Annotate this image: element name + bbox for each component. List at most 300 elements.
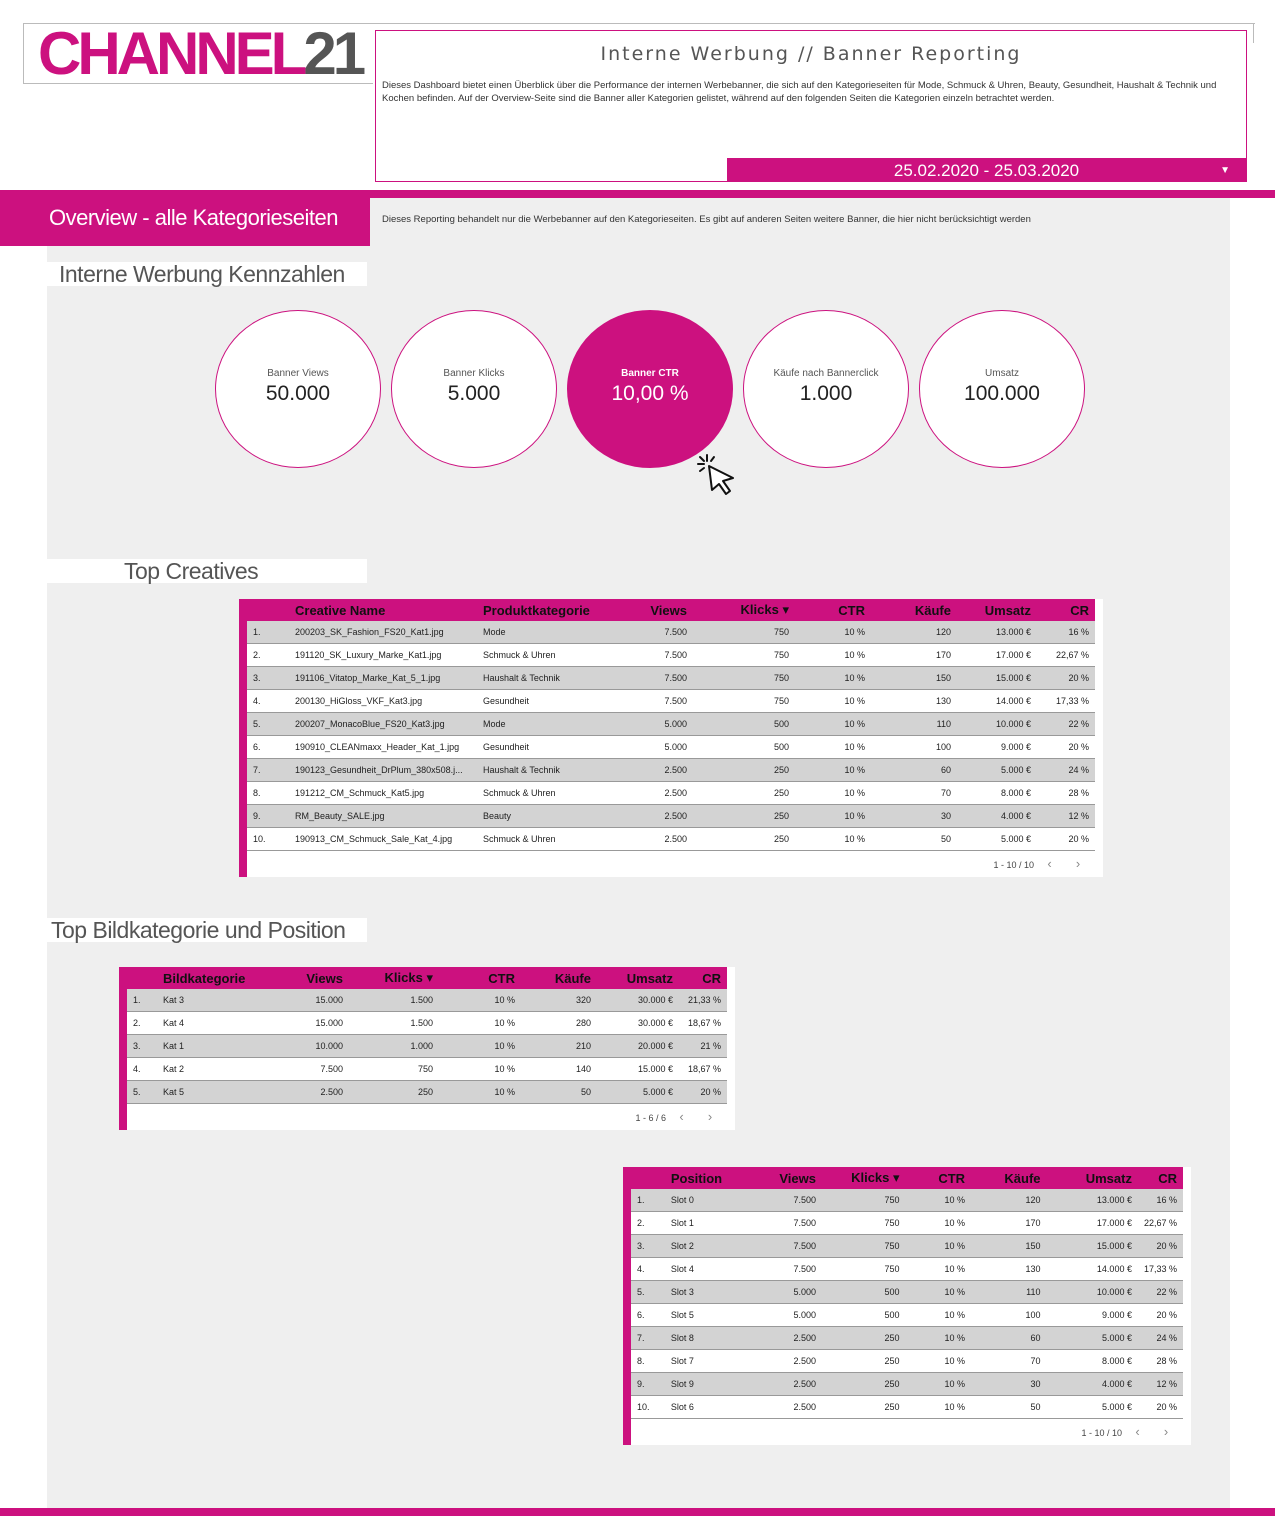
table-cell: 750 — [822, 1258, 906, 1281]
chevron-left-icon[interactable]: ‹ — [679, 1109, 684, 1124]
table-cell: 10 % — [795, 713, 871, 736]
date-range-picker[interactable] — [727, 158, 1246, 181]
table-cell: 500 — [693, 713, 795, 736]
table-cell: 10 % — [906, 1258, 972, 1281]
table-cell: 2.500 — [746, 1327, 822, 1350]
pagination-label: 1 - 6 / 6 — [635, 1113, 666, 1123]
table-cell: 14.000 € — [1047, 1258, 1138, 1281]
table-cell: 50 — [521, 1081, 597, 1104]
table-cell: 10 % — [906, 1281, 972, 1304]
table-cell: 50 — [971, 1396, 1046, 1419]
table-cell: 50 — [871, 828, 957, 851]
rank-header — [631, 1167, 665, 1189]
table-cell: 10 % — [439, 1012, 521, 1035]
table-cell: 70 — [871, 782, 957, 805]
click-cursor-icon — [695, 452, 739, 496]
table-cell: 120 — [971, 1189, 1046, 1212]
table-cell: 10 % — [795, 644, 871, 667]
table-cell: 10 % — [906, 1350, 972, 1373]
row-rank: 3. — [127, 1035, 157, 1058]
table-cell: Mode — [477, 713, 629, 736]
row-rank: 4. — [127, 1058, 157, 1081]
table-cell: 140 — [521, 1058, 597, 1081]
table-cell: 1.500 — [349, 989, 439, 1012]
table-row[interactable] — [247, 805, 1095, 828]
table-cell: 7.500 — [746, 1212, 822, 1235]
table-cell: 21 % — [679, 1035, 727, 1058]
creatives-grid — [247, 599, 1095, 851]
rank-header — [127, 967, 157, 989]
table-cell: 320 — [521, 989, 597, 1012]
row-rank: 2. — [127, 1012, 157, 1035]
column-header[interactable]: CR — [1138, 1167, 1183, 1189]
table-cell: Mode — [477, 621, 629, 644]
chevron-right-icon[interactable]: › — [1163, 1424, 1169, 1439]
table-cell: 4.000 € — [957, 805, 1037, 828]
kpi-label: Käufe nach Bannerclick — [773, 368, 879, 379]
table-cell: 14.000 € — [957, 690, 1037, 713]
table-cell: 2.500 — [629, 828, 693, 851]
kpi-label: Banner Klicks — [443, 368, 505, 379]
table-cell: 10 % — [795, 759, 871, 782]
creatives-table — [239, 599, 1103, 877]
table-cell: 7.500 — [629, 690, 693, 713]
table-cell: 22 % — [1138, 1281, 1183, 1304]
table-cell: 200203_SK_Fashion_FS20_Kat1.jpg — [289, 621, 477, 644]
table-row[interactable] — [247, 759, 1095, 782]
table-cell: 750 — [822, 1212, 906, 1235]
kpi-banner-views[interactable] — [215, 310, 381, 468]
table-cell: 15.000 € — [597, 1058, 679, 1081]
table-cell: 15.000 — [269, 1012, 349, 1035]
table-cell: RM_Beauty_SALE.jpg — [289, 805, 477, 828]
table-cell: 2.500 — [746, 1373, 822, 1396]
table-cell: Slot 0 — [665, 1189, 747, 1212]
table-cell: 10.000 — [269, 1035, 349, 1058]
table-cell: 10 % — [795, 736, 871, 759]
table-row[interactable] — [631, 1396, 1183, 1419]
section-title-bildkategorie: Top Bildkategorie und Position — [47, 918, 367, 942]
column-header[interactable]: Views — [746, 1167, 822, 1189]
column-header[interactable]: CTR — [906, 1167, 972, 1189]
chevron-down-icon: ▼ — [1220, 165, 1230, 176]
table-cell: 10 % — [439, 989, 521, 1012]
column-header[interactable]: Klicks ▾ — [693, 599, 795, 621]
table-cell: 12 % — [1138, 1373, 1183, 1396]
column-header[interactable]: Käufe — [871, 599, 957, 621]
table-cell: 17,33 % — [1138, 1258, 1183, 1281]
table-cell: Schmuck & Uhren — [477, 828, 629, 851]
column-header[interactable]: Klicks ▾ — [822, 1167, 906, 1189]
table-cell: 250 — [349, 1081, 439, 1104]
row-rank: 10. — [631, 1396, 665, 1419]
column-header[interactable]: CTR — [795, 599, 871, 621]
table-cell: 250 — [693, 805, 795, 828]
table-cell: 10 % — [795, 667, 871, 690]
pagination — [247, 851, 1103, 877]
kpi-value: 5.000 — [447, 382, 501, 405]
section-title-creatives: Top Creatives — [47, 559, 367, 583]
table-cell: 20 % — [1037, 828, 1095, 851]
table-cell: 7.500 — [629, 667, 693, 690]
table-cell: Haushalt & Technik — [477, 759, 629, 782]
table-cell: 20 % — [1037, 736, 1095, 759]
table-cell: 5.000 € — [597, 1081, 679, 1104]
row-rank: 1. — [127, 989, 157, 1012]
table-cell: 170 — [871, 644, 957, 667]
table-cell: Kat 2 — [157, 1058, 269, 1081]
table-cell: 7.500 — [746, 1235, 822, 1258]
table-cell: Kat 4 — [157, 1012, 269, 1035]
table-cell: 16 % — [1138, 1189, 1183, 1212]
table-cell: 10 % — [795, 621, 871, 644]
column-header[interactable]: Views — [269, 967, 349, 989]
table-cell: 17.000 € — [957, 644, 1037, 667]
table-row[interactable] — [247, 690, 1095, 713]
report-title: Interne Werbung // Banner Reporting — [600, 43, 1022, 65]
table-cell: 100 — [871, 736, 957, 759]
row-rank: 5. — [631, 1281, 665, 1304]
table-cell: 5.000 € — [1047, 1327, 1138, 1350]
column-header[interactable]: CR — [1037, 599, 1095, 621]
table-cell: 5.000 € — [957, 828, 1037, 851]
table-cell: 750 — [693, 667, 795, 690]
table-cell: 1.500 — [349, 1012, 439, 1035]
table-cell: 110 — [971, 1281, 1046, 1304]
position-table — [623, 1167, 1191, 1445]
table-cell: 20 % — [1037, 667, 1095, 690]
table-cell: Schmuck & Uhren — [477, 782, 629, 805]
table-cell: 250 — [693, 828, 795, 851]
table-cell: 28 % — [1037, 782, 1095, 805]
creatives-body — [247, 621, 1095, 851]
table-cell: 60 — [871, 759, 957, 782]
row-rank: 2. — [247, 644, 289, 667]
table-cell: 10 % — [795, 828, 871, 851]
table-row[interactable] — [127, 1012, 727, 1035]
kpi-kaeufe[interactable] — [743, 310, 909, 468]
kpi-banner-ctr[interactable] — [567, 310, 733, 468]
column-header[interactable]: Umsatz — [1047, 1167, 1138, 1189]
tab-overview[interactable]: Overview - alle Kategorieseiten — [0, 190, 370, 246]
report-description: Dieses Dashboard bietet einen Überblick über die Performance der internen Werbebanner, die sich auf den Kategorieseiten für Mode, Schmuck & Uhren, Beauty, Gesundheit, Haushalt & Technik und Kochen befinden. Auf der Overview-Seite sind die Banner aller Kategorien gelistet, während auf den folgenden Seiten die Kategorien einzeln betrachtet werden. — [382, 80, 1217, 104]
column-header[interactable]: Views — [629, 599, 693, 621]
table-cell: 17.000 € — [1047, 1212, 1138, 1235]
table-cell: 250 — [693, 782, 795, 805]
kpi-umsatz[interactable] — [919, 310, 1085, 468]
table-cell: 500 — [822, 1281, 906, 1304]
table-cell: 16 % — [1037, 621, 1095, 644]
table-cell: 120 — [871, 621, 957, 644]
row-rank: 9. — [631, 1373, 665, 1396]
table-cell: 10 % — [795, 690, 871, 713]
kpi-label: Umsatz — [985, 368, 1019, 379]
table-cell: 2.500 — [629, 759, 693, 782]
table-cell: 191106_Vitatop_Marke_Kat_5_1.jpg — [289, 667, 477, 690]
table-cell: 20 % — [1138, 1396, 1183, 1419]
column-header[interactable]: Bildkategorie — [157, 967, 269, 989]
column-header[interactable]: Käufe — [971, 1167, 1046, 1189]
table-cell: 20 % — [679, 1081, 727, 1104]
row-rank: 6. — [247, 736, 289, 759]
table-cell: 190910_CLEANmaxx_Header_Kat_1.jpg — [289, 736, 477, 759]
kpi-label: Banner Views — [267, 368, 329, 379]
table-cell: 250 — [822, 1396, 906, 1419]
table-cell: Slot 3 — [665, 1281, 747, 1304]
table-cell: 7.500 — [269, 1058, 349, 1081]
table-row[interactable] — [631, 1258, 1183, 1281]
row-rank: 5. — [127, 1081, 157, 1104]
chevron-left-icon[interactable]: ‹ — [1135, 1424, 1140, 1439]
table-row[interactable] — [127, 1081, 727, 1104]
header-divider-end — [1253, 23, 1254, 43]
table-row[interactable] — [631, 1350, 1183, 1373]
table-row[interactable] — [631, 1373, 1183, 1396]
table-cell: 750 — [693, 644, 795, 667]
table-cell: Slot 6 — [665, 1396, 747, 1419]
table-cell: 5.000 — [746, 1304, 822, 1327]
table-cell: 5.000 € — [1047, 1396, 1138, 1419]
table-cell: 10 % — [906, 1327, 972, 1350]
table-cell: 22,67 % — [1037, 644, 1095, 667]
table-cell: Schmuck & Uhren — [477, 644, 629, 667]
date-range-value: 25.02.2020 - 25.03.2020 — [893, 161, 1080, 180]
table-cell: Kat 1 — [157, 1035, 269, 1058]
table-cell: 190123_Gesundheit_DrPlum_380x508.j... — [289, 759, 477, 782]
kpi-banner-klicks[interactable] — [391, 310, 557, 468]
table-cell: Gesundheit — [477, 736, 629, 759]
table-cell: 30.000 € — [597, 989, 679, 1012]
row-rank: 3. — [247, 667, 289, 690]
position-grid — [631, 1167, 1183, 1419]
table-cell: 5.000 € — [957, 759, 1037, 782]
table-cell: 10 % — [906, 1396, 972, 1419]
table-cell: 250 — [693, 759, 795, 782]
row-rank: 7. — [247, 759, 289, 782]
row-rank: 9. — [247, 805, 289, 828]
table-cell: Slot 2 — [665, 1235, 747, 1258]
table-row[interactable] — [247, 828, 1095, 851]
table-row[interactable] — [631, 1189, 1183, 1212]
table-cell: 5.000 — [746, 1281, 822, 1304]
table-cell: Slot 4 — [665, 1258, 747, 1281]
table-row[interactable] — [127, 1058, 727, 1081]
table-cell: 24 % — [1138, 1327, 1183, 1350]
table-cell: 100 — [971, 1304, 1046, 1327]
table-cell: 110 — [871, 713, 957, 736]
table-cell: 13.000 € — [1047, 1189, 1138, 1212]
channel21-logo: CHANNEL21 — [38, 20, 363, 87]
column-header[interactable]: Position — [665, 1167, 747, 1189]
column-header[interactable]: Creative Name — [289, 599, 477, 621]
table-cell: 28 % — [1138, 1350, 1183, 1373]
table-cell: 30.000 € — [597, 1012, 679, 1035]
table-cell: Beauty — [477, 805, 629, 828]
table-row[interactable] — [631, 1281, 1183, 1304]
table-row[interactable] — [631, 1235, 1183, 1258]
table-cell: 500 — [822, 1304, 906, 1327]
table-cell: Haushalt & Technik — [477, 667, 629, 690]
table-cell: 130 — [971, 1258, 1046, 1281]
overview-note: Dieses Reporting behandelt nur die Werbebanner auf den Kategorieseiten. Es gibt auf anderen Seiten weitere Banner, die hier nicht berücksichtigt werden — [382, 214, 1031, 225]
bildkategorie-grid — [127, 967, 727, 1104]
table-row[interactable] — [127, 1035, 727, 1058]
table-cell: 30 — [971, 1373, 1046, 1396]
table-cell: 15.000 € — [957, 667, 1037, 690]
table-cell: 10 % — [906, 1212, 972, 1235]
table-row[interactable] — [631, 1327, 1183, 1350]
table-cell: 10 % — [906, 1304, 972, 1327]
table-cell: 10 % — [906, 1373, 972, 1396]
kpi-label: Banner CTR — [621, 368, 679, 379]
row-rank: 8. — [631, 1350, 665, 1373]
row-rank: 1. — [247, 621, 289, 644]
table-cell: 8.000 € — [1047, 1350, 1138, 1373]
table-cell: 250 — [822, 1373, 906, 1396]
column-header[interactable]: CR — [679, 967, 727, 989]
pagination-label: 1 - 10 / 10 — [1081, 1428, 1122, 1438]
row-rank: 7. — [631, 1327, 665, 1350]
table-cell: Slot 8 — [665, 1327, 747, 1350]
table-cell: 191120_SK_Luxury_Marke_Kat1.jpg — [289, 644, 477, 667]
table-cell: 210 — [521, 1035, 597, 1058]
table-cell: Kat 5 — [157, 1081, 269, 1104]
bildkategorie-table — [119, 967, 735, 1130]
header-divider — [373, 23, 1255, 24]
table-row[interactable] — [247, 667, 1095, 690]
table-cell: 9.000 € — [1047, 1304, 1138, 1327]
table-cell: 10 % — [439, 1035, 521, 1058]
table-cell: 500 — [693, 736, 795, 759]
table-cell: 250 — [822, 1350, 906, 1373]
table-cell: 10 % — [795, 782, 871, 805]
table-cell: 10 % — [795, 805, 871, 828]
table-cell: 10 % — [439, 1081, 521, 1104]
column-header[interactable]: CTR — [439, 967, 521, 989]
table-cell: 70 — [971, 1350, 1046, 1373]
table-cell: 191212_CM_Schmuck_Kat5.jpg — [289, 782, 477, 805]
table-cell: Slot 5 — [665, 1304, 747, 1327]
table-row[interactable] — [247, 713, 1095, 736]
table-cell: 750 — [693, 690, 795, 713]
column-header[interactable]: Klicks ▾ — [349, 967, 439, 989]
table-cell: 250 — [822, 1327, 906, 1350]
table-row[interactable] — [247, 644, 1095, 667]
chevron-left-icon[interactable]: ‹ — [1047, 856, 1052, 871]
table-cell: 17,33 % — [1037, 690, 1095, 713]
table-cell: 22,67 % — [1138, 1212, 1183, 1235]
chevron-right-icon[interactable]: › — [1075, 856, 1081, 871]
row-rank: 6. — [631, 1304, 665, 1327]
pagination — [631, 1419, 1191, 1445]
position-body — [631, 1189, 1183, 1419]
pagination-label: 1 - 10 / 10 — [993, 860, 1034, 870]
table-row[interactable] — [127, 989, 727, 1012]
table-cell: 18,67 % — [679, 1012, 727, 1035]
column-header[interactable]: Käufe — [521, 967, 597, 989]
table-cell: 12 % — [1037, 805, 1095, 828]
table-header-row — [631, 1167, 1183, 1189]
kpi-value: 1.000 — [799, 382, 853, 405]
table-cell: Gesundheit — [477, 690, 629, 713]
table-cell: 9.000 € — [957, 736, 1037, 759]
row-rank: 1. — [631, 1189, 665, 1212]
table-cell: 21,33 % — [679, 989, 727, 1012]
table-cell: 7.500 — [629, 621, 693, 644]
kpi-value: 10,00 % — [611, 382, 689, 405]
table-cell: 750 — [822, 1235, 906, 1258]
table-cell: 18,67 % — [679, 1058, 727, 1081]
table-cell: 150 — [971, 1235, 1046, 1258]
table-cell: 30 — [871, 805, 957, 828]
table-cell: 8.000 € — [957, 782, 1037, 805]
table-row[interactable] — [247, 621, 1095, 644]
table-cell: 750 — [693, 621, 795, 644]
table-cell: 170 — [971, 1212, 1046, 1235]
table-cell: 2.500 — [746, 1350, 822, 1373]
table-cell: 5.000 — [629, 736, 693, 759]
table-cell: 750 — [822, 1189, 906, 1212]
table-cell: 1.000 — [349, 1035, 439, 1058]
table-cell: 2.500 — [746, 1396, 822, 1419]
table-cell: 750 — [349, 1058, 439, 1081]
table-cell: 7.500 — [629, 644, 693, 667]
table-cell: 2.500 — [269, 1081, 349, 1104]
table-cell: 200130_HiGloss_VKF_Kat3.jpg — [289, 690, 477, 713]
table-cell: Slot 1 — [665, 1212, 747, 1235]
column-header[interactable]: Umsatz — [957, 599, 1037, 621]
table-cell: 2.500 — [629, 782, 693, 805]
table-cell: 10 % — [906, 1189, 972, 1212]
table-cell: Kat 3 — [157, 989, 269, 1012]
table-row[interactable] — [631, 1212, 1183, 1235]
table-cell: 20 % — [1138, 1235, 1183, 1258]
chevron-right-icon[interactable]: › — [707, 1109, 713, 1124]
bottom-accent-band — [0, 1508, 1275, 1516]
pagination — [127, 1104, 735, 1130]
row-rank: 3. — [631, 1235, 665, 1258]
table-cell: 200207_MonacoBlue_FS20_Kat3.jpg — [289, 713, 477, 736]
bildkategorie-body — [127, 989, 727, 1104]
row-rank: 4. — [247, 690, 289, 713]
table-cell: Slot 7 — [665, 1350, 747, 1373]
table-cell: 130 — [871, 690, 957, 713]
row-rank: 2. — [631, 1212, 665, 1235]
row-rank: 4. — [631, 1258, 665, 1281]
section-title-kpis: Interne Werbung Kennzahlen — [47, 262, 367, 286]
table-row[interactable] — [631, 1304, 1183, 1327]
table-cell: 7.500 — [746, 1258, 822, 1281]
table-cell: 2.500 — [629, 805, 693, 828]
table-cell: 60 — [971, 1327, 1046, 1350]
table-row[interactable] — [247, 736, 1095, 759]
rank-header — [247, 599, 289, 621]
table-cell: 10.000 € — [957, 713, 1037, 736]
table-cell: 22 % — [1037, 713, 1095, 736]
table-cell: 10.000 € — [1047, 1281, 1138, 1304]
row-rank: 5. — [247, 713, 289, 736]
table-cell: 7.500 — [746, 1189, 822, 1212]
table-cell: 4.000 € — [1047, 1373, 1138, 1396]
column-header[interactable]: Produktkategorie — [477, 599, 629, 621]
kpi-value: 100.000 — [964, 382, 1040, 405]
kpi-value: 50.000 — [265, 382, 331, 405]
table-row[interactable] — [247, 782, 1095, 805]
table-cell: 10 % — [906, 1235, 972, 1258]
column-header[interactable]: Umsatz — [597, 967, 679, 989]
row-rank: 8. — [247, 782, 289, 805]
table-cell: 20 % — [1138, 1304, 1183, 1327]
